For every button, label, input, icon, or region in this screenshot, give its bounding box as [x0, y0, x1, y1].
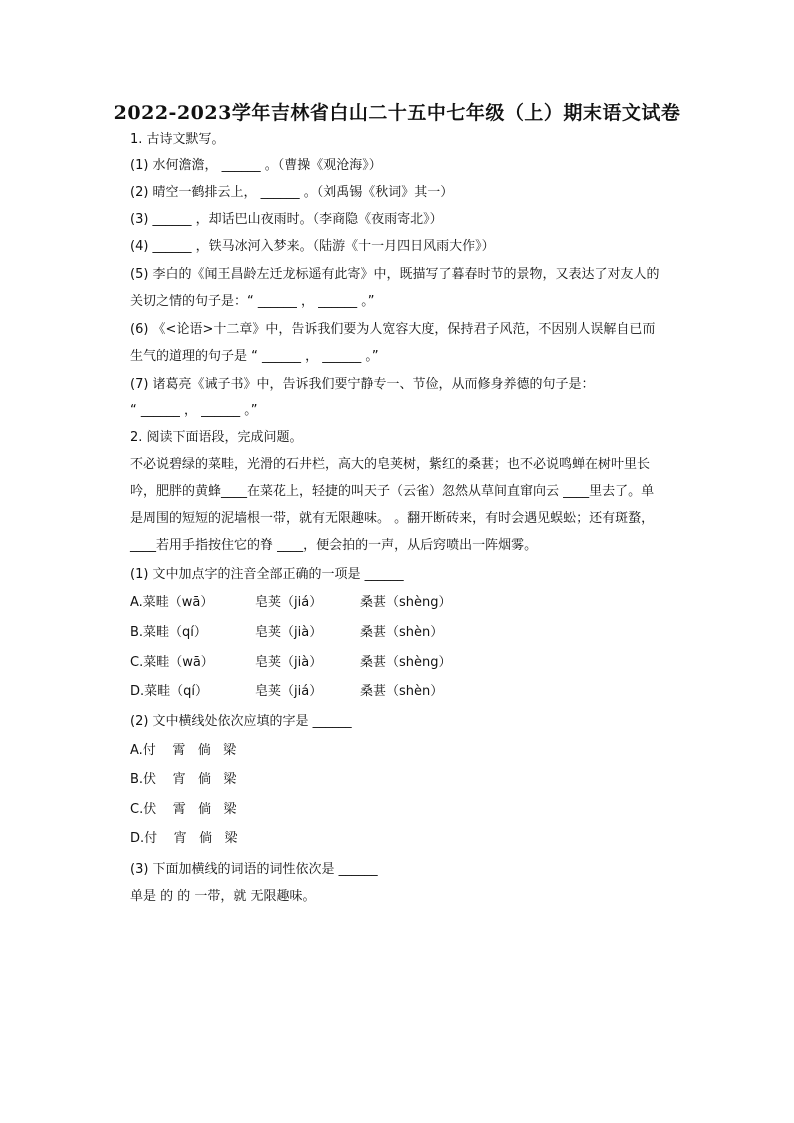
text-line: 是周围的短短的泥墙根一带，就有无限趣味。 。翻开断砖来，有时会遇见蜈蚣；还有斑蝥， — [130, 511, 655, 526]
answer-option: 桑葚（shèng） — [360, 655, 452, 670]
text-line: 不必说碧绿的菜畦，光滑的石井栏，高大的皂荚树，紫红的桑葚；也不必说鸣蝉在树叶里长 — [130, 457, 651, 472]
text-line: 1. 古诗文默写。 — [130, 132, 225, 147]
answer-option: A.付 霄 倘 梁 — [130, 743, 237, 758]
answer-option: C.伏 霄 倘 梁 — [130, 802, 237, 817]
text-line: (4) ______ ，铁马冰河入梦来。（陆游《十一月四日风雨大作》） — [130, 239, 495, 254]
answer-option: 桑葚（shèng） — [360, 595, 452, 610]
text-line: (3) 下面加横线的词语的词性依次是 ______ — [130, 862, 378, 877]
text-line: (2) 文中横线处依次应填的字是 ______ — [130, 714, 352, 729]
text-line: (2) 晴空一鹤排云上， ______ 。（刘禹锡《秋词》其一） — [130, 185, 454, 200]
text-line: “ ______ ， ______ 。” — [130, 403, 258, 418]
text-line: 关切之情的句子是：“ ______ ， ______ 。” — [130, 294, 375, 309]
answer-option: C.菜畦（wā） — [130, 655, 214, 670]
answer-option: 桑葚（shèn） — [360, 684, 444, 699]
answer-option: 皂荚（jià） — [255, 655, 323, 670]
text-line: 2. 阅读下面语段，完成问题。 — [130, 430, 303, 445]
text-line: (3) ______ ，却话巴山夜雨时。（李商隐《夜雨寄北》） — [130, 212, 443, 227]
text-line: (1) 文中加点字的注音全部正确的一项是 ______ — [130, 567, 404, 582]
answer-option: 皂荚（jiá） — [255, 684, 323, 699]
answer-option: 皂荚（jià） — [255, 625, 323, 640]
answer-option: 皂荚（jiá） — [255, 595, 323, 610]
text-line: (5) 李白的《闻王昌龄左迁龙标遥有此寄》中，既描写了暮春时节的景物，又表达了对友人的 — [130, 267, 660, 282]
answer-option: D.菜畦（qí） — [130, 684, 209, 699]
text-line: (1) 水何澹澹， ______ 。（曹操《观沧海》） — [130, 158, 382, 173]
answer-option: B.伏 宵 倘 梁 — [130, 772, 237, 787]
answer-option: D.付 宵 倘 梁 — [130, 831, 238, 846]
text-line: 生气的道理的句子是 “ ______ ， ______ 。” — [130, 349, 379, 364]
page-title: 2022-2023学年吉林省白山二十五中七年级（上）期末语文试卷 — [113, 102, 681, 124]
answer-option: B.菜畦（qí） — [130, 625, 207, 640]
answer-option: A.菜畦（wā） — [130, 595, 214, 610]
text-line: (7) 诸葛亮《诫子书》中，告诉我们要宁静专一、节俭，从而修身养德的句子是： — [130, 377, 595, 392]
text-line: ____若用手指按住它的脊 ____，便会拍的一声，从后窍喷出一阵烟雾。 — [130, 538, 538, 553]
text-line: 单是 的 的 一带，就 无限趣味。 — [130, 889, 316, 904]
answer-option: 桑葚（shèn） — [360, 625, 444, 640]
text-line: 吟，肥胖的黄蜂____在菜花上，轻捷的叫天子（云雀）忽然从草间直窜向云 ____里去了。单 — [130, 484, 655, 499]
text-line: (6) 《<论语>十二章》中，告诉我们要为人宽容大度，保持君子风范，不因别人误解自已而 — [130, 322, 656, 337]
